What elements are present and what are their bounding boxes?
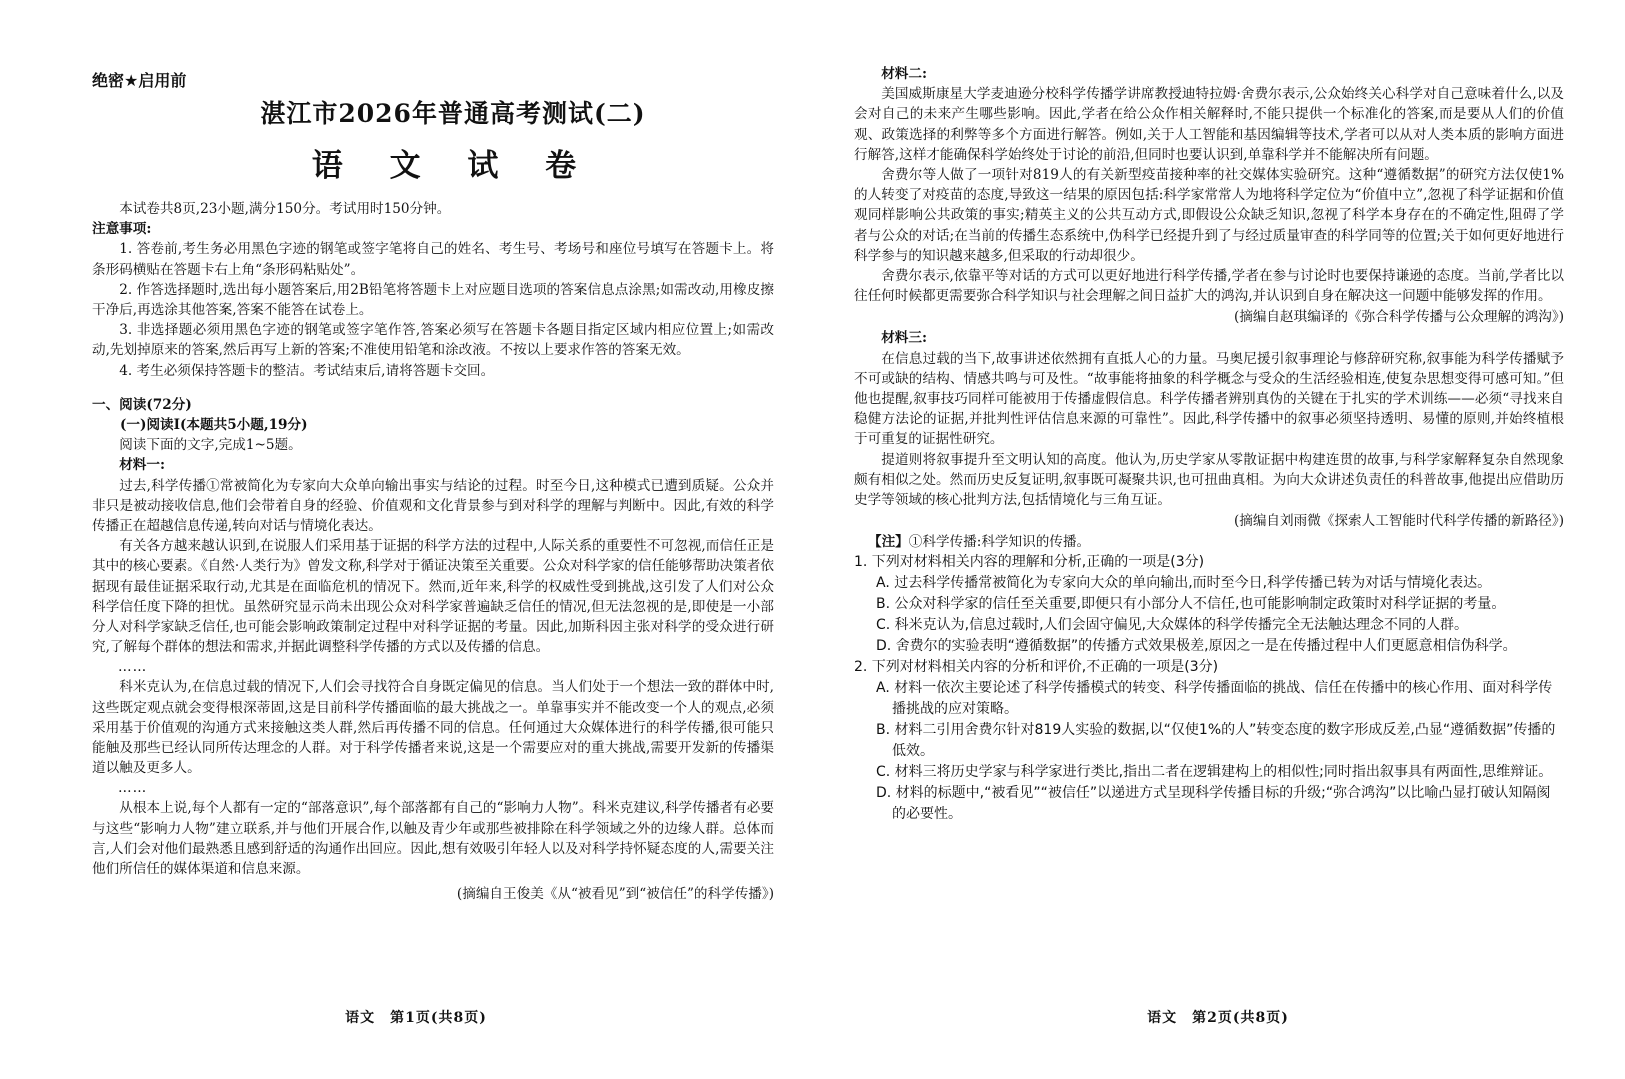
annotation-note (854, 532, 1564, 552)
page-footer: 语文 第1页(共8页) (345, 1010, 487, 1026)
question-1-option: B. 公众对科学家的信任至关重要,即便只有小部分人不信任,也可能影响制定政策时对科学证据的考量。 (876, 596, 1506, 613)
question-1-option: D. 舍费尔的实验表明“遵循数据”的传播方式效果极差,原因之一是在传播过程中人们更愿意相信伪科学。 (876, 638, 1517, 655)
notes-heading: 注意事项: (92, 221, 152, 238)
note-item: 2. 作答选择题时,选出每小题答案后,用2B铅笔将答题卡上对应题目选项的答案信息点涂黑;如需改动,用橡皮擦干净后,再选涂其他答案,答案不能答在试卷上。 (92, 281, 774, 319)
question-2-option: C. 材料三将历史学家与科学家进行类比,指出二者在逻辑建构上的相似性;同时指出叙事具有两面性,思维辩证。 (876, 764, 1553, 781)
subsection-heading: (一)阅读Ⅰ(本题共5小题,19分) (120, 417, 308, 434)
question-2-stem: 2. 下列对材料相关内容的分析和评价,不正确的一项是(3分) (854, 659, 1219, 676)
note-item: 4. 考生必须保持答题卡的整洁。考试结束后,请将答题卡交回。 (119, 362, 495, 379)
material-3-source: (摘编自刘雨微《探索人工智能时代科学传播的新路径》) (1233, 513, 1564, 530)
material-3-paragraph: 在信息过载的当下,故事讲述依然拥有直抵人心的力量。马奥尼援引叙事理论与修辞研究称,叙事能为科学传播赋予不可或缺的结构、情感共鸣与可及性。“故事能将抽象的科学概念与受众的生活经验相连,使复杂思想变得可感可知。”但他也提醒,叙事技巧同样可能被用于传播虚假信息。科学传播者辨别真伪的关键在于扎实的学术训练——必须“寻找来自稳健方法论的证据,并批判性评估信息来源的可靠性”。因此,科学传播中的叙事必须坚持透明、易懂的原则,并始终植根于可重复的证据性研究。 (854, 350, 1564, 448)
material-3-label: 材料三: (881, 330, 927, 347)
question-2-option: A. 材料一依次主要论述了科学传播模式的转变、科学传播面临的挑战、信任在传播中的核心作用、面对科学传播挑战的应对策略。 (876, 680, 1553, 718)
question-1-option: A. 过去科学传播常被简化为专家向大众的单向输出,而时至今日,科学传播已转为对话与情境化表达。 (876, 575, 1492, 592)
material-1-source: (摘编自王俊美《从“被看见”到“被信任”的科学传播》) (456, 886, 774, 903)
question-1-stem: 1. 下列对材料相关内容的理解和分析,正确的一项是(3分) (854, 554, 1205, 571)
reading-instruction: 阅读下面的文字,完成1~5题。 (119, 437, 302, 454)
note-item: 3. 非选择题必须用黑色字迹的钢笔或签字笔作答,答案必须写在答题卡各题目指定区域内相应位置上;如需改动,先划掉原来的答案,然后再写上新的答案;不准使用铅笔和涂改液。不按以上要求作答的答案无效。 (92, 322, 774, 359)
material-3-paragraph: 提道则将叙事提升至文明认知的高度。他认为,历史学家从零散证据中构建连贯的故事,与科学家解释复杂自然现象颇有相似之处。然而历史反复证明,叙事既可凝聚共识,也可扭曲真相。为向大众讲述负责任的科普故事,他提出应借助历史学等领域的核心批判方法,包括情境化与三角互证。 (854, 451, 1564, 509)
exam-title: 湛江市2026年普通高考测试(二) (260, 99, 646, 128)
exam-page-2 (812, 0, 1624, 1079)
exam-intro: 本试卷共8页,23小题,满分150分。考试用时150分钟。 (119, 201, 451, 217)
annotation-label: 【注】 (868, 534, 909, 551)
material-2-label: 材料二: (881, 66, 927, 82)
material-2-paragraph: 舍费尔等人做了一项针对819人的有关新型疫苗接种率的社交媒体实验研究。这种“遵循数据”的研究方法仅使1%的人转变了对疫苗的态度,导致这一结果的原因包括:科学家常常人为地将科学定位为“价值中立”,忽视了科学证据和价值观同样影响公共政策的事实;精英主义的公共互动方式,即假设公众缺乏知识,忽视了科学本身存在的不确定性,阻碍了学者与公众的对话;在当前的传播生态系统中,伪科学已经提升到了与经过质量审查的科学同等的位置;关于如何更好地进行科学参与的知识越来越多,但采取的行动却很少。 (854, 167, 1564, 264)
material-2-source: (摘编自赵琪编译的《弥合科学传播与公众理解的鸿沟》) (1233, 309, 1564, 326)
ellipsis: …… (118, 780, 148, 797)
material-2-paragraph: 舍费尔表示,依靠平等对话的方式可以更好地进行科学传播,学者在参与讨论时也要保持谦逊的态度。当前,学者比以往任何时候都更需要弥合科学知识与社会理解之间日益扩大的鸿沟,并认识到自身在解决这一问题中能够发挥的作用。 (854, 268, 1564, 305)
note-item: 1. 答卷前,考生务必用黑色字迹的钢笔或签字笔将自己的姓名、考生号、考场号和座位号填写在答题卡上。将条形码横贴在答题卡右上角“条形码粘贴处”。 (92, 241, 774, 278)
question-2-option: D. 材料的标题中,“被看见”“被信任”以递进方式呈现科学传播目标的升级;“弥合鸿沟”以比喻凸显打破认知隔阂的必要性。 (876, 785, 1551, 823)
confidential-label: 绝密★启用前 (92, 71, 187, 90)
page-footer: 语文 第2页(共8页) (1147, 1010, 1289, 1026)
material-2-paragraph: 美国威斯康星大学麦迪逊分校科学传播学讲席教授迪特拉姆·舍费尔表示,公众始终关心科学对自己意味着什么,以及会对自己的未来产生哪些影响。因此,学者在给公众作相关解释时,不能只提供一个标准化的答案,而是要从人们的价值观、政策选择的利弊等多个方面进行解答。例如,关于人工智能和基因编辑等技术,学者可以从对人类本质的影响方面进行解答,这样才能确保科学始终处于讨论的前沿,但同时也要认识到,单靠科学并不能解决所有问题。 (854, 86, 1564, 163)
question-2-option: B. 材料二引用舍费尔针对819人实验的数据,以“仅使1%的人”转变态度的数字形成反差,凸显“遵循数据”传播的低效。 (876, 722, 1556, 760)
material-1-paragraph: 有关各方越来越认识到,在说服人们采用基于证据的科学方法的过程中,人际关系的重要性不可忽视,而信任正是其中的核心要素。《自然·人类行为》曾发文称,科学对于循证决策至关重要。公众对科学家的信任能够帮助决策者依据现有最佳证据采取行动,尤其是在面临危机的情况下。然而,近年来,科学的权威性受到挑战,这引发了人们对公众科学信任度下降的担忧。虽然研究显示尚未出现公众对科学家普遍缺乏信任的情况,但无法忽视的是,即使是一小部分人对科学家缺乏信任,也可能会影响政策制定过程中对科学证据的考量。因此,加斯科因主张对科学的受众进行研究,了解每个群体的想法和需求,并据此调整科学传播的方式以及传播的信息。 (92, 538, 774, 656)
section-heading: 一、阅读(72分) (92, 396, 192, 413)
question-1-option: C. 科米克认为,信息过载时,人们会固守偏见,大众媒体的科学传播完全无法触达理念不同的人群。 (876, 617, 1469, 634)
material-1-paragraph: 科米克认为,在信息过载的情况下,人们会寻找符合自身既定偏见的信息。当人们处于一个想法一致的群体中时,这些既定观点就会变得根深蒂固,这是目前科学传播面临的最大挑战之一。单靠事实并不能改变一个人的观点,必须采用基于价值观的沟通方式来接触这类人群,然后再传播不同的信息。任何通过大众媒体进行的科学传播,很可能只能触及那些已经认同所传达理念的人群。对于科学传播者来说,这是一个需要应对的重大挑战,需要开发新的传播渠道以触及更多人。 (92, 679, 774, 777)
material-1-paragraph: 从根本上说,每个人都有一定的“部落意识”,每个部落都有自己的“影响力人物”。科米克建议,科学传播者有必要与这些“影响力人物”建立联系,并与他们开展合作,以触及青少年或那些被排除在科学领域之外的边缘人群。总体而言,人们会对他们最熟悉且感到舒适的沟通作出回应。因此,想有效吸引年轻人以及对科学持怀疑态度的人,需要关注他们所信任的媒体渠道和信息来源。 (92, 800, 774, 878)
annotation-text: ①科学传播:科学知识的传播。 (908, 534, 1091, 551)
exam-subtitle: 语 文 试 卷 (311, 148, 595, 184)
ellipsis: …… (118, 659, 148, 676)
material-1-paragraph: 过去,科学传播①常被简化为专家向大众单向输出事实与结论的过程。时至今日,这种模式已遭到质疑。公众并非只是被动接收信息,他们会带着自身的经验、价值观和文化背景参与到对科学的理解与判断中。因此,有效的科学传播正在超越信息传递,转向对话与情境化表达。 (92, 477, 774, 535)
material-1-label: 材料一: (119, 457, 165, 474)
exam-page-1 (0, 0, 812, 1079)
